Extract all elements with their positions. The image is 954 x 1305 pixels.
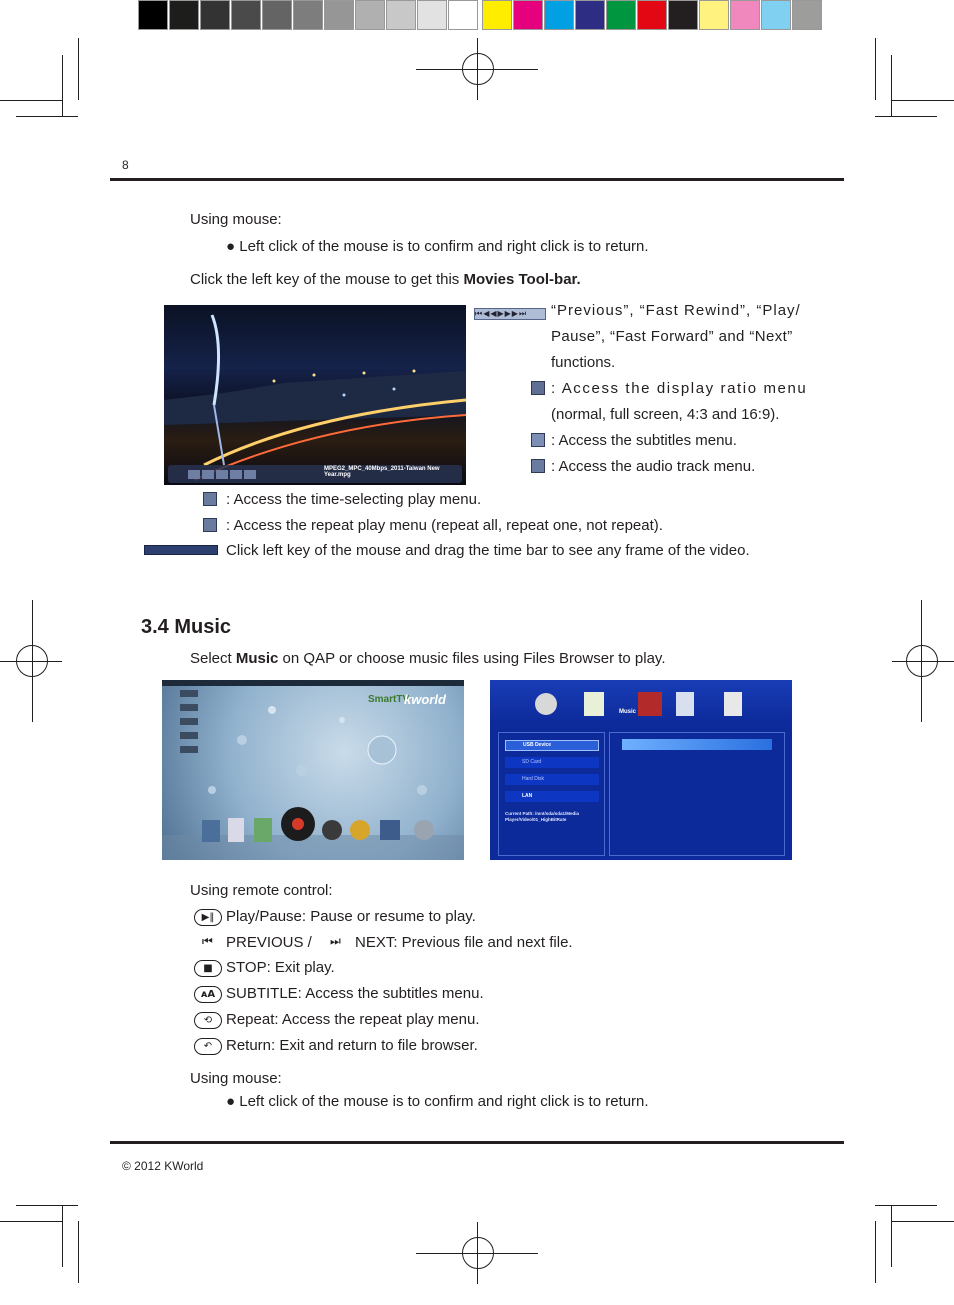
- file-browser-screenshot: [490, 680, 792, 860]
- device-panel: [498, 732, 605, 856]
- color-swatch: [792, 0, 822, 30]
- play-pause-text: Play/Pause: Pause or resume to play.: [226, 908, 476, 925]
- ratio-line1: : Access the display ratio menu: [551, 380, 808, 397]
- current-path: Current Path: /mnt/sda/sda1/Media Player/Video/01_HighBitRate: [505, 811, 580, 822]
- device-usb[interactable]: [505, 740, 599, 751]
- controls-line1: “Previous”, “Fast Rewind”, “Play/: [551, 302, 801, 319]
- crop-mark: [892, 100, 954, 101]
- gray-swatch: [355, 0, 385, 30]
- color-swatch: [637, 0, 667, 30]
- controls-line3: functions.: [551, 354, 616, 371]
- color-swatch: [699, 0, 729, 30]
- file-list-panel: [609, 732, 785, 856]
- next-icon: ⏭: [330, 934, 341, 948]
- mouse-bullet-2: ● Left click of the mouse is to confirm and right click is to return.: [226, 1093, 649, 1110]
- subtitles-text: : Access the subtitles menu.: [551, 432, 737, 449]
- device-lan[interactable]: [505, 791, 599, 802]
- night-city-image: [164, 305, 466, 485]
- smarttv-logo: SmartTV: [368, 694, 410, 705]
- music-intro-prefix: Select: [190, 650, 236, 667]
- crop-mark: [16, 116, 78, 117]
- file-list-selection[interactable]: [622, 739, 772, 750]
- gray-swatch: [293, 0, 323, 30]
- gray-swatch: [324, 0, 354, 30]
- display-ratio-icon: [531, 381, 545, 395]
- crop-mark: [32, 600, 33, 722]
- crop-mark: [892, 661, 954, 662]
- next-text: NEXT: Previous file and next file.: [355, 934, 573, 951]
- footer-rule: [110, 1141, 844, 1144]
- repeat-menu-icon: [203, 518, 217, 532]
- stop-icon: ■: [194, 960, 222, 977]
- color-swatch: [544, 0, 574, 30]
- water-drops-image: [162, 680, 464, 860]
- crop-mark: [62, 55, 63, 117]
- toolbar-intro: [190, 271, 581, 289]
- crop-mark: [0, 661, 62, 662]
- device-sd-label: SD Card: [522, 759, 542, 765]
- crop-mark: [477, 1222, 478, 1284]
- previous-text: PREVIOUS /: [226, 934, 312, 951]
- crop-mark: [16, 1205, 78, 1206]
- crop-mark: [875, 38, 876, 100]
- copyright: © 2012 KWorld: [122, 1159, 204, 1173]
- gray-swatch: [200, 0, 230, 30]
- audio-track-text: : Access the audio track menu.: [551, 458, 756, 475]
- device-lan-label: LAN: [522, 793, 533, 799]
- kworld-logo: kworld: [404, 692, 446, 707]
- gray-swatch: [169, 0, 199, 30]
- color-swatch: [668, 0, 698, 30]
- using-mouse-label-2: Using mouse:: [190, 1070, 282, 1087]
- device-usb-label: USB Device: [523, 742, 552, 748]
- gray-swatch: [448, 0, 478, 30]
- ratio-line2: (normal, full screen, 4:3 and 16:9).: [551, 406, 780, 423]
- crop-mark: [921, 600, 922, 722]
- color-swatch: [730, 0, 760, 30]
- device-sd[interactable]: [505, 757, 599, 768]
- return-text: Return: Exit and return to file browser.: [226, 1037, 478, 1054]
- repeat-text: Repeat: Access the repeat play menu.: [226, 1011, 480, 1028]
- crop-mark: [875, 1221, 876, 1283]
- crop-mark: [477, 38, 478, 100]
- music-intro-bold: Music: [235, 650, 279, 667]
- previous-icon: ⏮: [202, 934, 213, 948]
- color-swatch: [482, 0, 512, 30]
- color-swatch: [513, 0, 543, 30]
- crop-mark: [62, 1205, 63, 1267]
- mouse-bullet: ● Left click of the mouse is to confirm and right click is to return.: [226, 238, 649, 255]
- page-number: 8: [122, 158, 129, 172]
- color-swatch: [575, 0, 605, 30]
- gray-swatch: [386, 0, 416, 30]
- subtitle-icon: ᴀA: [194, 986, 222, 1003]
- crop-mark: [891, 55, 892, 117]
- controls-line2: Pause”, “Fast Forward” and “Next”: [551, 328, 793, 345]
- repeat-menu-text: : Access the repeat play menu (repeat all, repeat one, not repeat).: [226, 517, 663, 534]
- crop-mark: [0, 1221, 62, 1222]
- gray-swatch: [138, 0, 168, 30]
- play-pause-icon: ▶‖: [194, 909, 222, 926]
- time-select-icon: [203, 492, 217, 506]
- subtitle-text: SUBTITLE: Access the subtitles menu.: [226, 985, 484, 1002]
- crop-mark: [891, 1205, 892, 1267]
- repeat-icon: ⟲: [194, 1012, 222, 1029]
- playback-controls-icon: ⏮◀◀▶▶▶⏭: [474, 308, 546, 320]
- header-rule: [110, 178, 844, 181]
- player-file-title: MPEG2_MPC_40Mbps_2011-Taiwan New Year.mpg: [324, 466, 440, 478]
- gray-swatch: [262, 0, 292, 30]
- return-icon: ↶: [194, 1038, 222, 1055]
- audio-track-icon: [531, 459, 545, 473]
- toolbar-intro-bold: Movies Tool-bar.: [463, 271, 581, 288]
- stop-text: STOP: Exit play.: [226, 959, 335, 976]
- music-intro: [190, 650, 665, 668]
- section-heading: 3.4 Music: [141, 616, 232, 638]
- remote-label: Using remote control:: [190, 882, 333, 899]
- home-screen-screenshot: [162, 680, 464, 860]
- time-bar-icon: [144, 545, 218, 555]
- music-tab-label[interactable]: Music: [619, 709, 637, 715]
- toolbar-intro-text: Click the left key of the mouse to get this: [190, 271, 464, 288]
- gray-swatch: [231, 0, 261, 30]
- player-toolbar[interactable]: [168, 465, 462, 483]
- color-swatch: [761, 0, 791, 30]
- crop-mark: [78, 1221, 79, 1283]
- color-swatch: [606, 0, 636, 30]
- media-category-icons: [490, 680, 792, 724]
- time-bar-text: Click left key of the mouse and drag the time bar to see any frame of the video.: [226, 542, 750, 559]
- gray-swatch: [417, 0, 447, 30]
- crop-mark: [875, 1205, 937, 1206]
- crop-mark: [0, 100, 62, 101]
- crop-mark: [78, 38, 79, 100]
- device-hdd[interactable]: [505, 774, 599, 785]
- using-mouse-label: Using mouse:: [190, 211, 282, 228]
- movie-player-screenshot: [164, 305, 466, 485]
- color-bar: [138, 0, 818, 31]
- music-intro-suffix: on QAP or choose music files using Files Browser to play.: [278, 650, 666, 667]
- crop-mark: [892, 1221, 954, 1222]
- crop-mark: [875, 116, 937, 117]
- subtitles-icon: [531, 433, 545, 447]
- device-hdd-label: Hard Disk: [522, 776, 544, 782]
- time-select-text: : Access the time-selecting play menu.: [226, 491, 482, 508]
